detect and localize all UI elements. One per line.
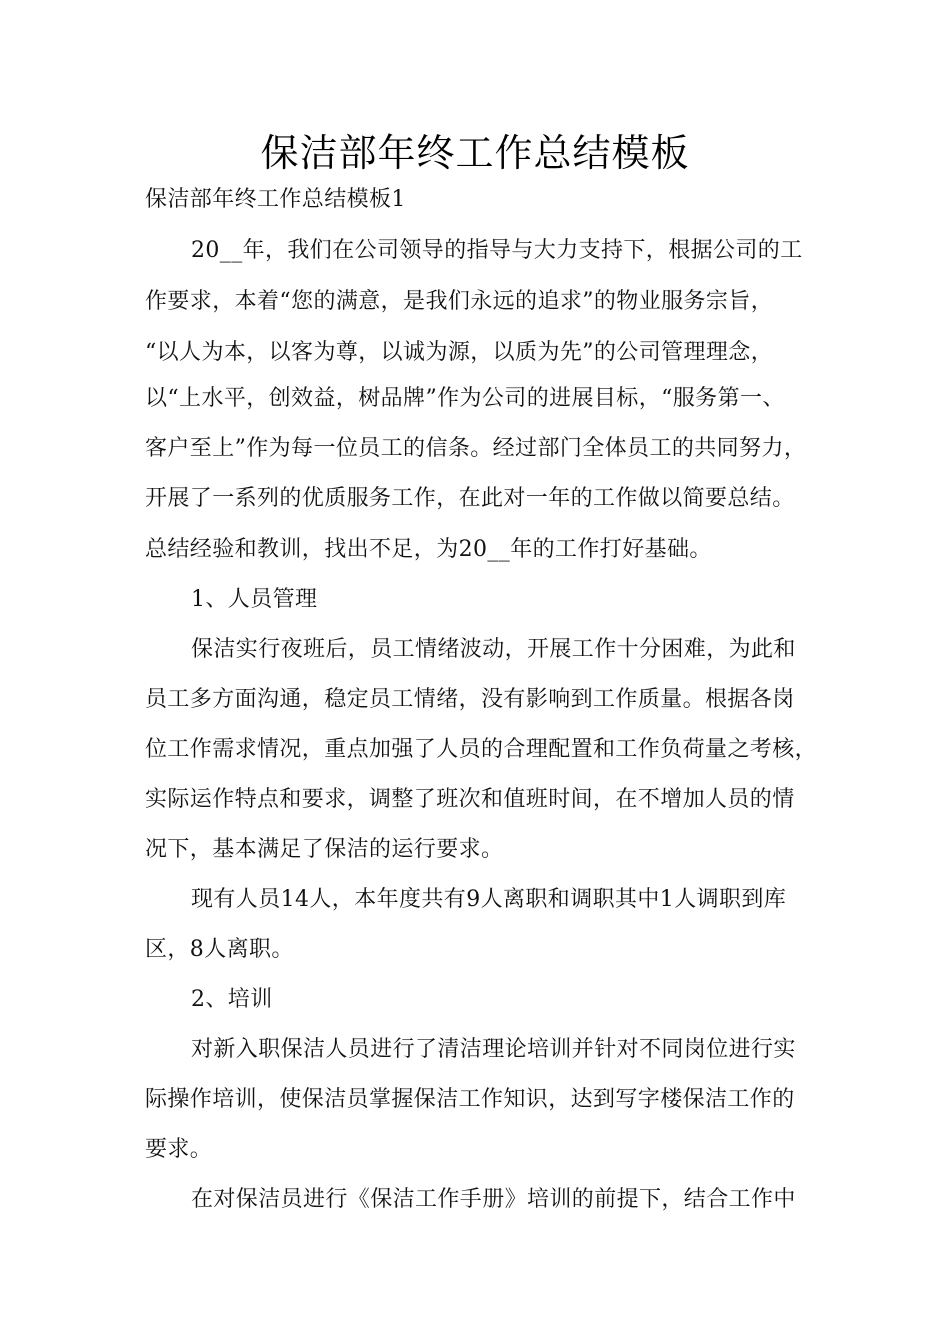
paragraph-line: 以“上水平，创效益，树品牌”作为公司的进展目标，“服务第一、: [145, 386, 785, 411]
paragraph-line: 员工多方面沟通，稳定员工情绪，没有影响到工作质量。根据各岗: [145, 687, 795, 712]
paragraph-line: 实际运作特点和要求，调整了班次和值班时间，在不增加人员的情: [145, 787, 795, 812]
paragraph-line: 位工作需求情况，重点加强了人员的合理配置和工作负荷量之考核，: [145, 737, 818, 762]
document-title: 保洁部年终工作总结模板: [260, 131, 690, 175]
document-subtitle: 保洁部年终工作总结模板1: [145, 187, 406, 212]
paragraph-line: 总结经验和教训，找出不足，为20__年的工作打好基础。: [145, 537, 712, 562]
paragraph-line: 况下，基本满足了保洁的运行要求。: [145, 837, 504, 862]
paragraph-line: 客户至上”作为每一位员工的信条。经过部门全体员工的共同努力，: [145, 436, 807, 461]
paragraph-line: 保洁实行夜班后，员工情绪波动，开展工作十分困难，为此和: [191, 637, 796, 662]
paragraph-line: 开展了一系列的优质服务工作，在此对一年的工作做以简要总结。: [145, 486, 795, 511]
paragraph-line: 际操作培训，使保洁员掌握保洁工作知识，达到写字楼保洁工作的: [145, 1087, 795, 1112]
paragraph-line: “以人为本，以客为尊，以诚为源，以质为先”的公司管理理念，: [145, 340, 774, 365]
paragraph-line: 对新入职保洁人员进行了清洁理论培训并针对不同岗位进行实: [191, 1037, 796, 1062]
paragraph-line: 要求。: [145, 1137, 213, 1162]
section-heading: 1、人员管理: [191, 587, 318, 612]
paragraph-line: 在对保洁员进行《保洁工作手册》培训的前提下，结合工作中: [191, 1187, 796, 1212]
paragraph-line: 作要求，本着“您的满意，是我们永远的追求”的物业服务宗旨，: [145, 289, 774, 314]
section-heading: 2、培训: [191, 987, 273, 1012]
paragraph-line: 20__年，我们在公司领导的指导与大力支持下，根据公司的工: [191, 238, 803, 263]
paragraph-line: 区，8人离职。: [145, 937, 294, 962]
paragraph-line: 现有人员14人，本年度共有9人离职和调职其中1人调职到库: [191, 887, 787, 912]
